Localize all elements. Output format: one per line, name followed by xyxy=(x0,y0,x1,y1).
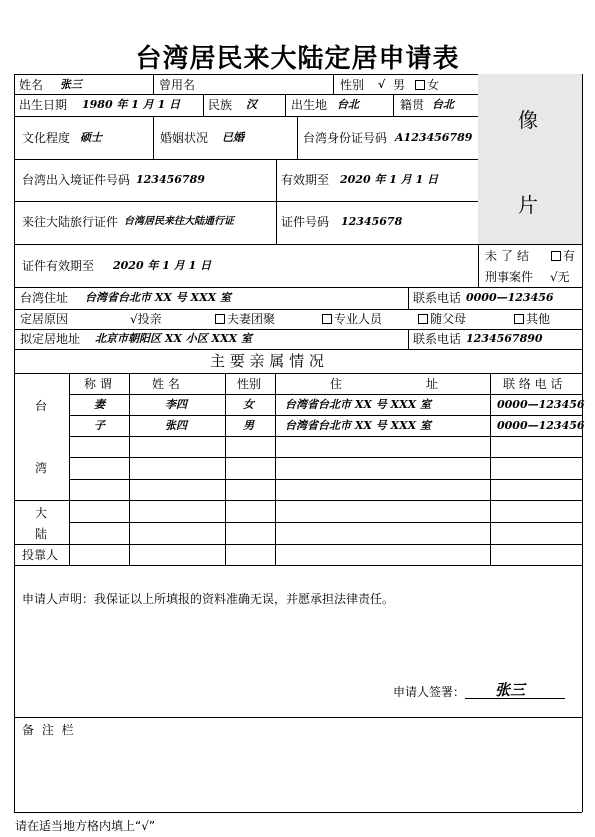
female-checkbox[interactable] xyxy=(415,80,425,90)
cert-valid-value[interactable]: 2020 年 1 月 1 日 xyxy=(113,259,212,272)
criminal-has-option[interactable]: 有 xyxy=(551,249,575,263)
tw-id-label: 台湾身份证号码 xyxy=(303,131,388,145)
tw-exit-doc-value[interactable]: 123456789 xyxy=(136,173,205,186)
signature-value[interactable]: 张三 xyxy=(495,681,526,699)
education-label: 文化程度 xyxy=(22,131,71,145)
taiwan-label-2: 湾 xyxy=(35,461,48,475)
footer-note: 请在适当地方格内填上“√” xyxy=(15,819,156,833)
tw-id-value[interactable]: A123456789 xyxy=(395,131,473,144)
checkbox[interactable] xyxy=(418,314,428,324)
birthplace-label: 出生地 xyxy=(291,98,328,112)
header-gender: 性别 xyxy=(237,377,262,391)
gender-label: 性别 xyxy=(340,78,365,92)
name-value[interactable]: 张三 xyxy=(60,78,82,91)
address-cell[interactable]: 台湾省台北市 XX 号 XXX 室 xyxy=(285,419,431,432)
mainland-label-1: 大 xyxy=(35,506,48,520)
settle-address-label: 拟定居地址 xyxy=(20,332,81,346)
tw-exit-doc-label: 台湾出入境证件号码 xyxy=(22,173,131,187)
reason-option-2[interactable]: 夫妻团聚 xyxy=(215,312,275,326)
form-title: 台湾居民来大陆定居申请表 xyxy=(135,44,460,74)
relation-cell[interactable]: 子 xyxy=(94,419,105,432)
taiwan-label-1: 台 xyxy=(35,399,48,413)
remarks-area[interactable] xyxy=(15,745,581,811)
reason-option-3[interactable]: 专业人员 xyxy=(322,312,382,326)
name-label: 姓名 xyxy=(19,78,44,92)
gender-cell[interactable]: 女 xyxy=(243,398,254,411)
reason-option-1[interactable]: √投亲 xyxy=(130,312,162,326)
signature-line xyxy=(465,698,565,699)
tw-phone-value[interactable]: 0000—123456 xyxy=(466,291,554,304)
dob-value[interactable]: 1980 年 1 月 1 日 xyxy=(82,98,181,111)
dob-label: 出生日期 xyxy=(19,98,68,112)
ethnic-value[interactable]: 汉 xyxy=(246,98,257,111)
phone-cell[interactable]: 0000—123456 xyxy=(497,419,585,432)
gender-male-label: 男 xyxy=(393,78,406,92)
tw-address-label: 台湾住址 xyxy=(20,291,69,305)
reason-option-5[interactable]: 其他 xyxy=(514,312,550,326)
signature-label: 申请人签署： xyxy=(393,685,466,699)
checkbox[interactable] xyxy=(514,314,524,324)
header-relation: 称 谓 xyxy=(84,377,112,391)
checkbox[interactable] xyxy=(322,314,332,324)
checkbox[interactable] xyxy=(215,314,225,324)
settle-reason-label: 定居原因 xyxy=(20,312,69,326)
relation-cell[interactable]: 妻 xyxy=(94,398,105,411)
former-name-label: 曾用名 xyxy=(159,78,196,92)
marital-value[interactable]: 已婚 xyxy=(222,131,244,144)
mainland-label-2: 陆 xyxy=(35,527,48,541)
phone-cell[interactable]: 0000—123456 xyxy=(497,398,585,411)
tw-address-value[interactable]: 台湾省台北市 XX 号 XXX 室 xyxy=(85,291,231,304)
travel-doc-label: 来往大陆旅行证件 xyxy=(22,215,119,229)
dependent-label: 投靠人 xyxy=(22,548,59,562)
name-cell[interactable]: 张四 xyxy=(165,419,187,432)
criminal-case-label-2: 刑事案件 xyxy=(485,270,534,284)
photo-box[interactable] xyxy=(478,74,582,244)
criminal-none-option[interactable]: √无 xyxy=(550,270,570,284)
relatives-section-title: 主 要 亲 属 情 况 xyxy=(210,352,324,370)
criminal-has-checkbox[interactable] xyxy=(551,251,561,261)
photo-char-1: 像 xyxy=(518,108,538,132)
doc-number-label: 证件号码 xyxy=(281,215,330,229)
photo-char-2: 片 xyxy=(518,193,538,217)
name-cell[interactable]: 李四 xyxy=(165,398,187,411)
header-name: 姓 名 xyxy=(152,377,180,391)
ethnic-label: 民族 xyxy=(208,98,233,112)
doc-valid-value[interactable]: 2020 年 1 月 1 日 xyxy=(340,173,439,186)
doc-number-value[interactable]: 12345678 xyxy=(341,215,403,228)
tw-phone-label: 联系电话 xyxy=(413,291,462,305)
settle-phone-label: 联系电话 xyxy=(413,332,462,346)
settle-phone-value[interactable]: 1234567890 xyxy=(466,332,543,345)
native-place-label: 籍贯 xyxy=(400,98,425,112)
doc-valid-label: 有效期至 xyxy=(281,173,330,187)
education-value[interactable]: 硕士 xyxy=(80,131,102,144)
header-phone: 联 络 电 话 xyxy=(503,377,563,391)
marital-label: 婚姻状况 xyxy=(160,131,209,145)
settle-address-value[interactable]: 北京市朝阳区 XX 小区 XXX 室 xyxy=(95,332,252,345)
address-cell[interactable]: 台湾省台北市 XX 号 XXX 室 xyxy=(285,398,431,411)
remarks-label: 备 注 栏 xyxy=(22,723,76,737)
header-address: 住 址 xyxy=(330,377,478,391)
gender-male-mark[interactable]: √ xyxy=(378,78,386,91)
travel-doc-value[interactable]: 台湾居民来往大陆通行证 xyxy=(124,216,234,227)
gender-female-option[interactable]: 女 xyxy=(415,78,439,92)
cert-valid-label: 证件有效期至 xyxy=(22,259,95,273)
birthplace-value[interactable]: 台北 xyxy=(337,98,359,111)
declaration-text: 申请人声明：我保证以上所填报的资料准确无误，并愿承担法律责任。 xyxy=(22,592,395,606)
criminal-case-label-1: 未了结 xyxy=(485,249,534,263)
gender-cell[interactable]: 男 xyxy=(243,419,254,432)
native-place-value[interactable]: 台北 xyxy=(432,98,454,111)
reason-option-4[interactable]: 随父母 xyxy=(418,312,466,326)
